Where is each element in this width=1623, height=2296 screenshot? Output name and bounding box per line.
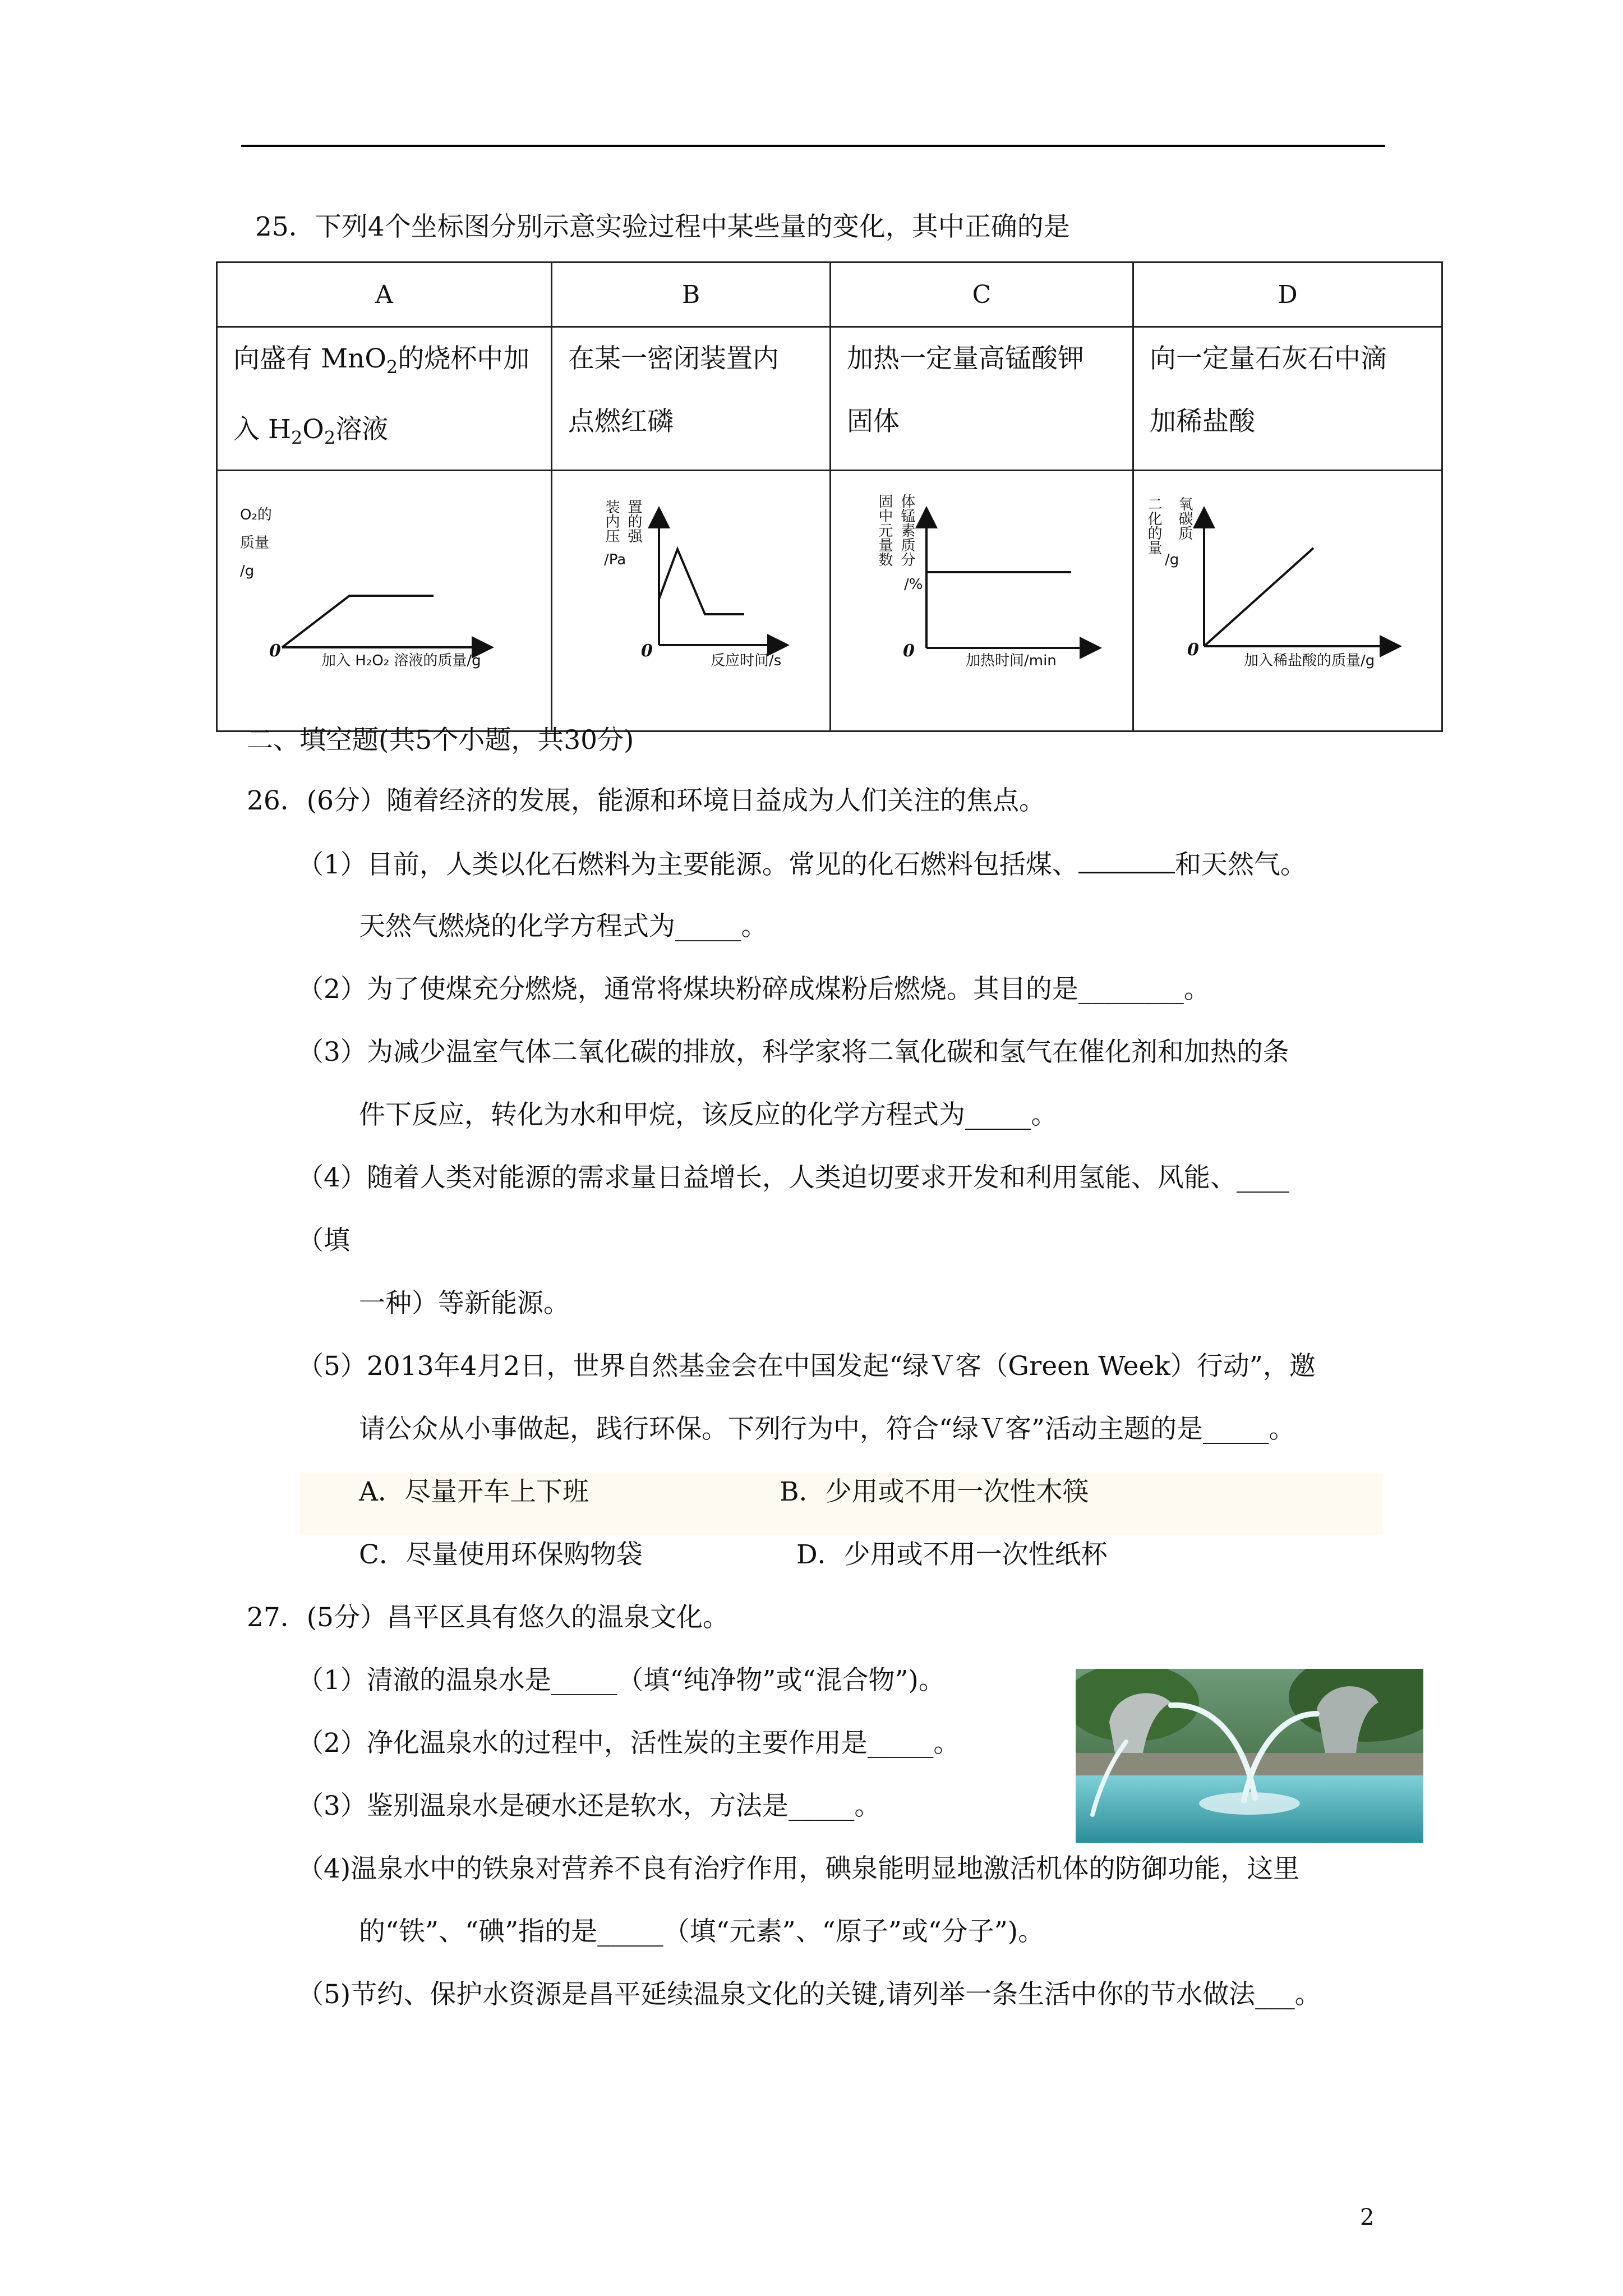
svg-text:/%: /% bbox=[904, 576, 923, 593]
svg-text:体锰素质分: 体锰素质分 bbox=[898, 493, 915, 567]
q27-p1: （1）清澈的温泉水是_____（填“纯净物”或“混合物”)。 bbox=[297, 1665, 945, 1696]
graph-d-origin: 0 bbox=[1187, 639, 1199, 660]
q27-p4-line2: 的“铁”、“碘”指的是_____（填“元素”、“原子”或“分子”)。 bbox=[359, 1916, 1045, 1947]
hot-spring-fountain-photo bbox=[1076, 1669, 1423, 1843]
q26-p3-line1: （3）为减少温室气体二氧化碳的排放，科学家将二氧化碳和氢气在催化剂和加热的条 bbox=[297, 1037, 1289, 1068]
option-a-description: 向盛有 MnO$_2$的烧杯中加 入 $H_2O_2$溶液 bbox=[217, 327, 552, 471]
option-c-description: 加热一定量高锰酸钾 固体 bbox=[831, 327, 1133, 471]
q26-blank-fuel[interactable] bbox=[1078, 847, 1175, 873]
q27-stem: 27．(5分）昌平区具有悠久的温泉文化。 bbox=[247, 1602, 730, 1633]
graph-a-xlabel: 加入 H₂O₂ 溶液的质量/g bbox=[321, 652, 481, 669]
q26-p1-line1: （1）目前，人类以化石燃料为主要能源。常见的化石燃料包括煤、 和天然气。 bbox=[297, 847, 1307, 882]
graph-b-origin: 0 bbox=[641, 641, 653, 661]
option-b-letter: B bbox=[552, 263, 831, 327]
svg-text:置的强: 置的强 bbox=[625, 499, 642, 543]
q26-option-a[interactable]: A．尽量开车上下班 bbox=[359, 1476, 589, 1507]
q27-p2: （2）净化温泉水的过程中，活性炭的主要作用是_____。 bbox=[297, 1728, 960, 1759]
q26-p1-line2: 天然气燃烧的化学方程式为_____。 bbox=[359, 911, 768, 942]
graph-a-cell bbox=[217, 470, 552, 731]
graph-c-ylabel bbox=[876, 494, 923, 593]
graph-a-ylabel-2: 质量 bbox=[240, 534, 270, 551]
q26-p2: （2）为了使煤充分燃烧，通常将煤块粉碎成煤粉后燃烧。其目的是________。 bbox=[297, 974, 1210, 1005]
q26-option-b[interactable]: B．少用或不用一次性木筷 bbox=[780, 1476, 1089, 1507]
q27-p5: （5)节约、保护水资源是昌平延续温泉文化的关键,请列举一条生活中你的节水做法___。 bbox=[297, 1979, 1321, 2010]
graph-d-xlabel: 加入稀盐酸的质量/g bbox=[1244, 652, 1375, 669]
q26-stem: 26．(6分）随着经济的发展，能源和环境日益成为人们关注的焦点。 bbox=[247, 785, 1046, 816]
q26-p3-line2: 件下反应，转化为水和甲烷，该反应的化学方程式为_____。 bbox=[359, 1099, 1058, 1130]
graph-b-curve bbox=[659, 549, 744, 614]
option-d-letter: D bbox=[1133, 263, 1442, 327]
q27-p4-line1: （4)温泉水中的铁泉对营养不良有治疗作用，碘泉能明显地激活机体的防御功能，这里 bbox=[297, 1853, 1300, 1884]
option-d-description: 向一定量石灰石中滴 加稀盐酸 bbox=[1133, 327, 1442, 471]
graph-c-xlabel: 加热时间/min bbox=[966, 652, 1057, 669]
graph-c-origin: 0 bbox=[903, 641, 915, 661]
svg-text:二化的量: 二化的量 bbox=[1145, 496, 1162, 555]
q26-option-c[interactable]: C．尽量使用环保购物袋 bbox=[359, 1539, 643, 1570]
graph-d-cell bbox=[1133, 470, 1442, 731]
option-a-letter: A bbox=[217, 263, 552, 327]
graph-d-curve bbox=[1204, 548, 1313, 646]
graph-a-ylabel-1: O₂的 bbox=[240, 506, 272, 523]
svg-text:装内压: 装内压 bbox=[603, 499, 620, 543]
q26-option-d[interactable]: D．少用或不用一次性纸杯 bbox=[796, 1539, 1108, 1570]
graph-d-ylabel bbox=[1145, 496, 1193, 568]
graph-a-ylabel-3: /g bbox=[240, 562, 255, 579]
page-number: 2 bbox=[1360, 2205, 1375, 2230]
graph-b bbox=[552, 471, 831, 730]
graph-a bbox=[218, 471, 552, 730]
header-rule bbox=[241, 145, 1385, 147]
svg-text:/Pa: /Pa bbox=[604, 551, 626, 568]
section-2-heading: 二、填空题(共5个小题，共30分) bbox=[247, 725, 634, 756]
svg-text:固中元量数: 固中元量数 bbox=[876, 493, 893, 567]
graph-b-xlabel: 反应时间/s bbox=[711, 652, 782, 669]
q25-option-table bbox=[216, 261, 1443, 732]
graph-c bbox=[831, 471, 1134, 730]
q25-stem: 25．下列4个坐标图分别示意实验过程中某些量的变化，其中正确的是 bbox=[255, 211, 1070, 242]
q26-p5-line2: 请公众从小事做起，践行环保。下列行为中，符合“绿Ｖ客”活动主题的是_____。 bbox=[359, 1414, 1295, 1444]
graph-c-cell bbox=[831, 470, 1133, 731]
svg-text:氧碳质: 氧碳质 bbox=[1176, 496, 1193, 540]
graph-b-ylabel bbox=[603, 499, 642, 568]
graph-d bbox=[1134, 471, 1443, 730]
q27-p3: （3）鉴别温泉水是硬水还是软水，方法是_____。 bbox=[297, 1791, 881, 1821]
graph-b-cell bbox=[552, 470, 831, 731]
q26-p5-line1: （5）2013年4月2日，世界自然基金会在中国发起“绿Ｖ客（Green Week）行动”，邀 bbox=[297, 1351, 1316, 1382]
q26-p4-line2: （填 bbox=[297, 1225, 350, 1256]
option-c-letter: C bbox=[831, 263, 1133, 327]
q26-p4-line1: （4）随着人类对能源的需求量日益增长，人类迫切要求开发和利用氢能、风能、____ bbox=[297, 1162, 1289, 1193]
graph-a-curve bbox=[282, 596, 434, 647]
option-b-description: 在某一密闭装置内 点燃红磷 bbox=[552, 327, 831, 471]
q26-p4-line3: 一种）等新能源。 bbox=[359, 1288, 570, 1319]
graph-a-origin: 0 bbox=[269, 641, 281, 661]
svg-text:/g: /g bbox=[1165, 551, 1179, 568]
